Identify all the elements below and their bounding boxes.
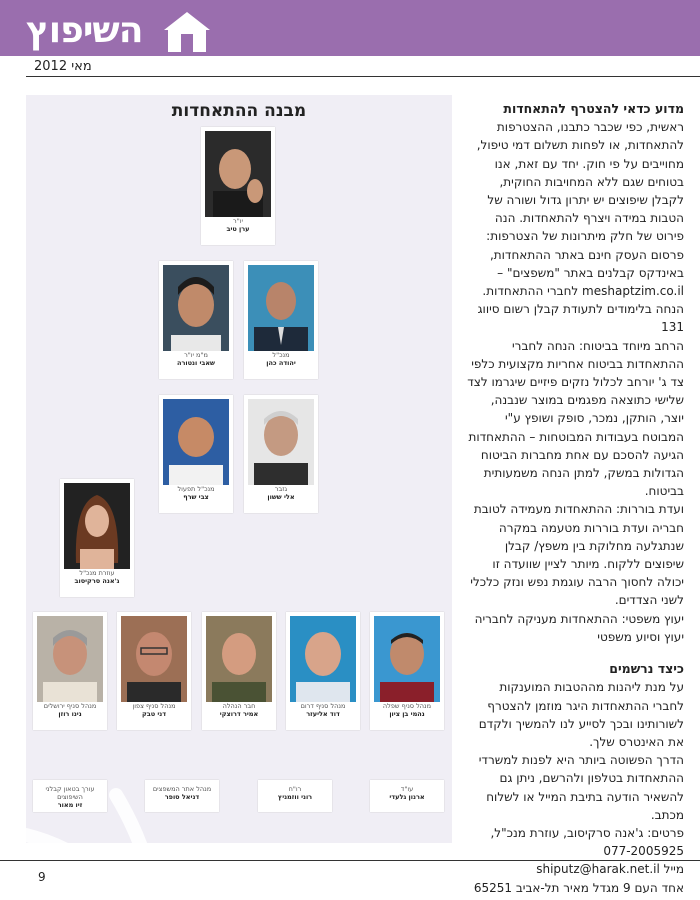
- person-title: מנהל סניף ירושלים: [43, 702, 97, 710]
- section-heading-why-join: מדוע כדאי להצטרף להתאחדות: [503, 101, 684, 116]
- contact-phone: 077-2005925: [603, 844, 684, 859]
- house-logo-icon: [162, 10, 212, 54]
- portrait-photo: [163, 399, 229, 485]
- person-title: מנכ"ל תפעול: [177, 485, 215, 493]
- person-card-treasurer: [244, 395, 318, 513]
- article-paragraph: הדרך הפשוטה ביותר היא לפנות למשרדי ההתאחדות בטלפון ולהרשם, ניתן גם להשאיר הודעה בתיבת המייל או לשלוח מכתב.: [478, 753, 684, 822]
- person-card-ceo: [244, 261, 318, 379]
- person-card-chair: [201, 127, 275, 245]
- person-card-coo: [159, 395, 233, 513]
- person-name: ערן טיב: [226, 225, 250, 233]
- portrait-photo: [248, 265, 314, 351]
- issue-bar: [26, 58, 700, 77]
- person-name: דני טבק: [141, 710, 167, 718]
- section-heading-how-to-register: כיצד נרשמים: [609, 661, 684, 677]
- portrait-photo: [248, 399, 314, 485]
- article-paragraph: פרסום העסק חינם באתר ההתאחדות, באינדקס קבלנים באתר "משפצים" – meshaptzim.co.il לחברי ההתאחדות.: [482, 247, 684, 299]
- issue-date: מאי 2012: [34, 59, 92, 74]
- portrait-photo: [205, 131, 271, 217]
- role-title: עורך בטאון קבלני השיפוצים: [45, 785, 95, 801]
- person-card-branch-north: [117, 612, 191, 730]
- portrait-photo: [374, 616, 440, 702]
- role-name: רוני ווזמניץ: [277, 793, 313, 801]
- person-title: גזבר: [274, 485, 288, 493]
- person-title: מנכ"ל: [272, 351, 290, 359]
- person-title: מנהל סניף צפון: [132, 702, 176, 710]
- article-paragraph: הרחב מיוחד בביטוח: הנחה לחברי ההתאחדות בביטוח אחריות מקצועית כלפי צד ג' יורחב לכלול נזקים פיזיים שיגרמו לצד שלישי כתוצאה מפגמים במוצר שנבנה, יוצר, הותקן, נמכר, סופק ושופץ ע"י המבוטח בעבודות המבוטחות – ההתאחדות הגיעה להסכם עם אחת מחברות הביטוח הגדולות במשק, למתן הנחה משמעותית בביטוח.: [467, 338, 684, 499]
- contact-email: מייל shiputz@harak.net.il: [536, 862, 684, 877]
- person-title: חבר הנהלה: [222, 702, 256, 710]
- portrait-photo: [163, 265, 229, 351]
- person-name: ג'אנה סרקיסוב: [74, 577, 120, 585]
- person-name: נהמי בן ציון: [389, 710, 425, 718]
- person-name: שאבי ונטורה: [176, 359, 215, 367]
- portrait-photo: [206, 616, 272, 702]
- person-title: יו"ר: [233, 217, 243, 225]
- role-card-editor: [33, 780, 107, 812]
- article-paragraph: יעוץ משפטי: ההתאחדות מעניקה לחבריה יעוץ וסיוע משפטי: [474, 611, 684, 644]
- person-name: יהודה כהן: [266, 359, 296, 367]
- person-title: עוזרת מנכ"ל: [79, 569, 115, 577]
- person-title: מנהל סניף שפלה: [382, 702, 432, 710]
- person-card-assistant: [60, 479, 134, 597]
- contact-details: פרטים: ג'אנה סרקיסוב, עוזרת מנכ"ל,: [490, 825, 684, 840]
- portrait-photo: [64, 483, 130, 569]
- org-chart-title: מבנה ההתאחדות: [171, 101, 307, 121]
- article-column: [466, 100, 684, 897]
- person-card-branch-shfela: [370, 612, 444, 730]
- footer-rule: [0, 860, 700, 861]
- article-paragraph: ועדת בוררות: ההתאחדות מעמידה לטובת חבריה ועדת בוררות מטעמה במקרה שנתגלעה מחלוקת בין משפץ/ קבלן שיפוצים ללקוח. מיותר לציין שוועדה זו יכולה לחסוך הרבה עוגמת נפש ונזק כלכלי לשני הצדדים.: [470, 502, 684, 608]
- person-card-board-member: [202, 612, 276, 730]
- role-card-accountant: [258, 780, 332, 812]
- portrait-photo: [121, 616, 187, 702]
- person-title: מנהל סניף דרום: [300, 702, 346, 710]
- role-title: רו"ח: [288, 785, 302, 793]
- role-name: זיו מאור: [57, 801, 83, 809]
- article-paragraph: על מנת ליהנות מההטבות המוענקות לחברי ההתאחדות היגר מוזמן להצטרף לשורותינו ובכך לסייע לנו להמשיך ולקדם את האינטרס שלך.: [478, 680, 684, 749]
- role-title: מנהל אתר המשפצים: [152, 785, 212, 793]
- role-title: עו"ד: [400, 785, 414, 793]
- role-card-lawyer: [370, 780, 444, 812]
- article-paragraph: הנחה בלימודים לתעודת קבלן רשום סיווג 131: [477, 302, 684, 335]
- person-name: נינו רוזן: [58, 710, 82, 718]
- person-name: צבי שרף: [183, 493, 209, 501]
- role-name: ארנון גלעדי: [389, 793, 425, 801]
- contact-address: אחד העם 9 מגדל מאיר תל-אביב 65251: [473, 880, 684, 895]
- person-name: דוד אליעזר: [306, 710, 340, 718]
- person-title: מ"מ יו"ר: [184, 351, 208, 359]
- person-card-vice-chair: [159, 261, 233, 379]
- portrait-photo: [37, 616, 103, 702]
- page-number: 9: [38, 870, 46, 884]
- article-paragraph: ראשית, כפי שכבר כתבנו, ההצטרפות להתאחדות, או לפחות תשלום דמי טיפול, מחוייבים על פי חוק. יחד עם זאת, אנו בטוחים שגם ללא המחויבות החוקית, לקבלן שיפוצים יש יתרון גדול ושורה של הטבות במידה ויצרף להתאחדות. הנה פירוט של חלק מיתרונות של הצטרפות:: [476, 120, 684, 244]
- org-chart-panel: [26, 95, 452, 843]
- role-name: דניאל סופר: [164, 793, 200, 801]
- person-name: אלי ששון: [267, 493, 295, 501]
- person-card-branch-jerusalem: [33, 612, 107, 730]
- portrait-photo: [290, 616, 356, 702]
- person-card-branch-south: [286, 612, 360, 730]
- role-card-site-manager: [145, 780, 219, 812]
- person-name: אמיר דרוצקי: [219, 710, 259, 718]
- magazine-logo-text: השיפוץ: [26, 10, 143, 51]
